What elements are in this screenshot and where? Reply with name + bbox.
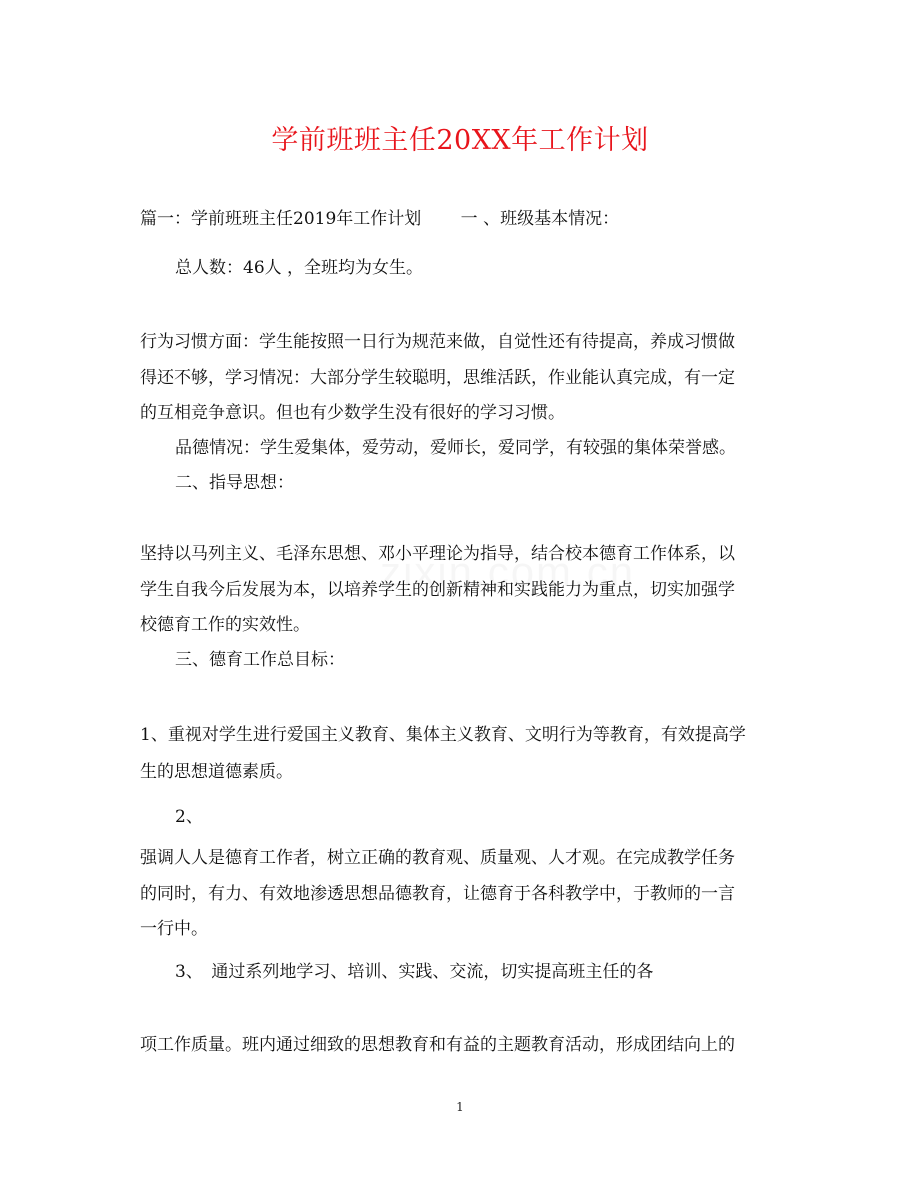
paragraph-line: 强调人人是德育工作者，树立正确的教育观、质量观、人才观。在完成教学任务 [140,848,735,868]
paragraph-line: 总人数：46人 ，全班均为女生。 [175,258,424,278]
document-title: 学前班班主任20XX年工作计划 [271,125,649,156]
paragraph-line: 的同时，有力、有效地渗透思想品德教育，让德育于各科教学中，于教师的一言 [140,884,735,904]
paragraph-line: 一行中。 [140,919,208,939]
paragraph-line: 坚持以马列主义、毛泽东思想、邓小平理论为指导，结合校本德育工作体系，以 [140,544,735,564]
paragraph-line: 的互相竞争意识。但也有少数学生没有很好的学习习惯。 [140,403,565,423]
section-heading: 三、德育工作总目标： [175,650,345,670]
paragraph-line: 行为习惯方面：学生能按照一日行为规范来做，自觉性还有待提高，养成习惯做 [140,332,735,352]
paragraph-line: 校德育工作的实效性。 [140,615,310,635]
paragraph-line: 篇一：学前班班主任2019年工作计划 一 、班级基本情况： [140,209,620,229]
page-number: 1 [456,1100,464,1114]
section-heading: 二、指导思想： [175,473,294,493]
paragraph-line: 1、重视对学生进行爱国主义教育、集体主义教育、文明行为等教育，有效提高学 [140,725,746,745]
paragraph-line: 学生自我今后发展为本，以培养学生的创新精神和实践能力为重点，切实加强学 [140,580,735,600]
paragraph-line: 3、 通过系列地学习、培训、实践、交流，切实提高班主任的各 [175,962,654,982]
paragraph-line: 生的思想道德素质。 [140,762,293,782]
paragraph-line: 得还不够，学习情况：大部分学生较聪明，思维活跃，作业能认真完成，有一定 [140,368,735,388]
list-marker: 2、 [175,807,203,827]
paragraph-line: 项工作质量。班内通过细致的思想教育和有益的主题教育活动，形成团结向上的 [140,1035,735,1055]
paragraph-line: 品德情况：学生爱集体，爱劳动，爱师长，爱同学，有较强的集体荣誉感。 [175,438,736,458]
